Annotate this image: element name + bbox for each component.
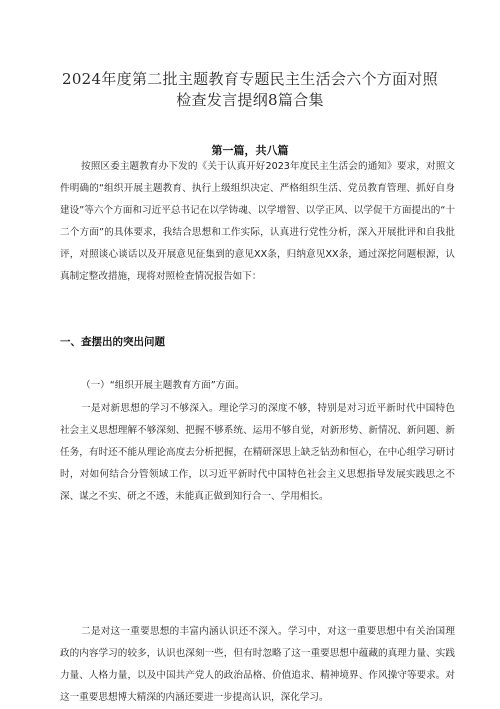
subheading-organize-education: （一）“组织开展主题教育方面”方面。 <box>81 380 245 391</box>
intro-paragraph: 按照区委主题教育办下发的《关于认真开好2023年度民主生活会的通知》要求，对照文件明确的“组织开展主题教育、执行上级组织决定、严格组织生活、党员教育管理、抓好自身建设”等六个方面和习近平总书记在以学铸魂、以学增智、以学正风、以学促干方面提出的“十二个方面”的具体要求，我结合思想和工作实际，认真进行党性分析，深入开展批评和自我批评，对照谈心谈话以及开展意见征集到的意见XX条，归纳意见XX条，通过深挖问题根源，认真制定整改措施，现将对照检查情况报告如下： <box>60 161 455 282</box>
paragraph-point-1: 一是对新思想的学习不够深入。理论学习的深度不够，特别是对习近平新时代中国特色社会主义思想理解不够深刻、把握不够系统、运用不够自觉，对新形势、新情况、新问题、新任务，有时还不能从理论高度去分析把握，在精研深思上缺乏钻劲和恒心，在中心组学习研讨时，对如何结合分管领域工作，以习近平新时代中国特色社会主义思想指导发展实践思之不深、谋之不实、研之不透，未能真正做到知行合一、学用相长。 <box>60 403 455 502</box>
document-title-line-2: 检查发言提纲8篇合集 <box>176 91 324 109</box>
heading-problems: 一、查摆出的突出问题 <box>60 336 165 348</box>
section-heading: 第一篇，共八篇 <box>211 144 289 157</box>
document-title-line-1: 2024年度第二批主题教育专题民主生活会六个方面对照 <box>62 70 438 88</box>
paragraph-point-2: 二是对这一重要思想的丰富内涵认识还不深入。学习中，对这一重要思想中有关治国理政的内容学习的较多，认识也深刻一些，但有时忽略了这一重要思想中蕴藏的真理力量、实践力量、人格力量，以及中国共产党人的政治品格、价值追求、精神境界、作风操守等要求。对这一重要思想博大精深的内涵还要进一步提高认识，深化学习。 <box>60 626 455 703</box>
